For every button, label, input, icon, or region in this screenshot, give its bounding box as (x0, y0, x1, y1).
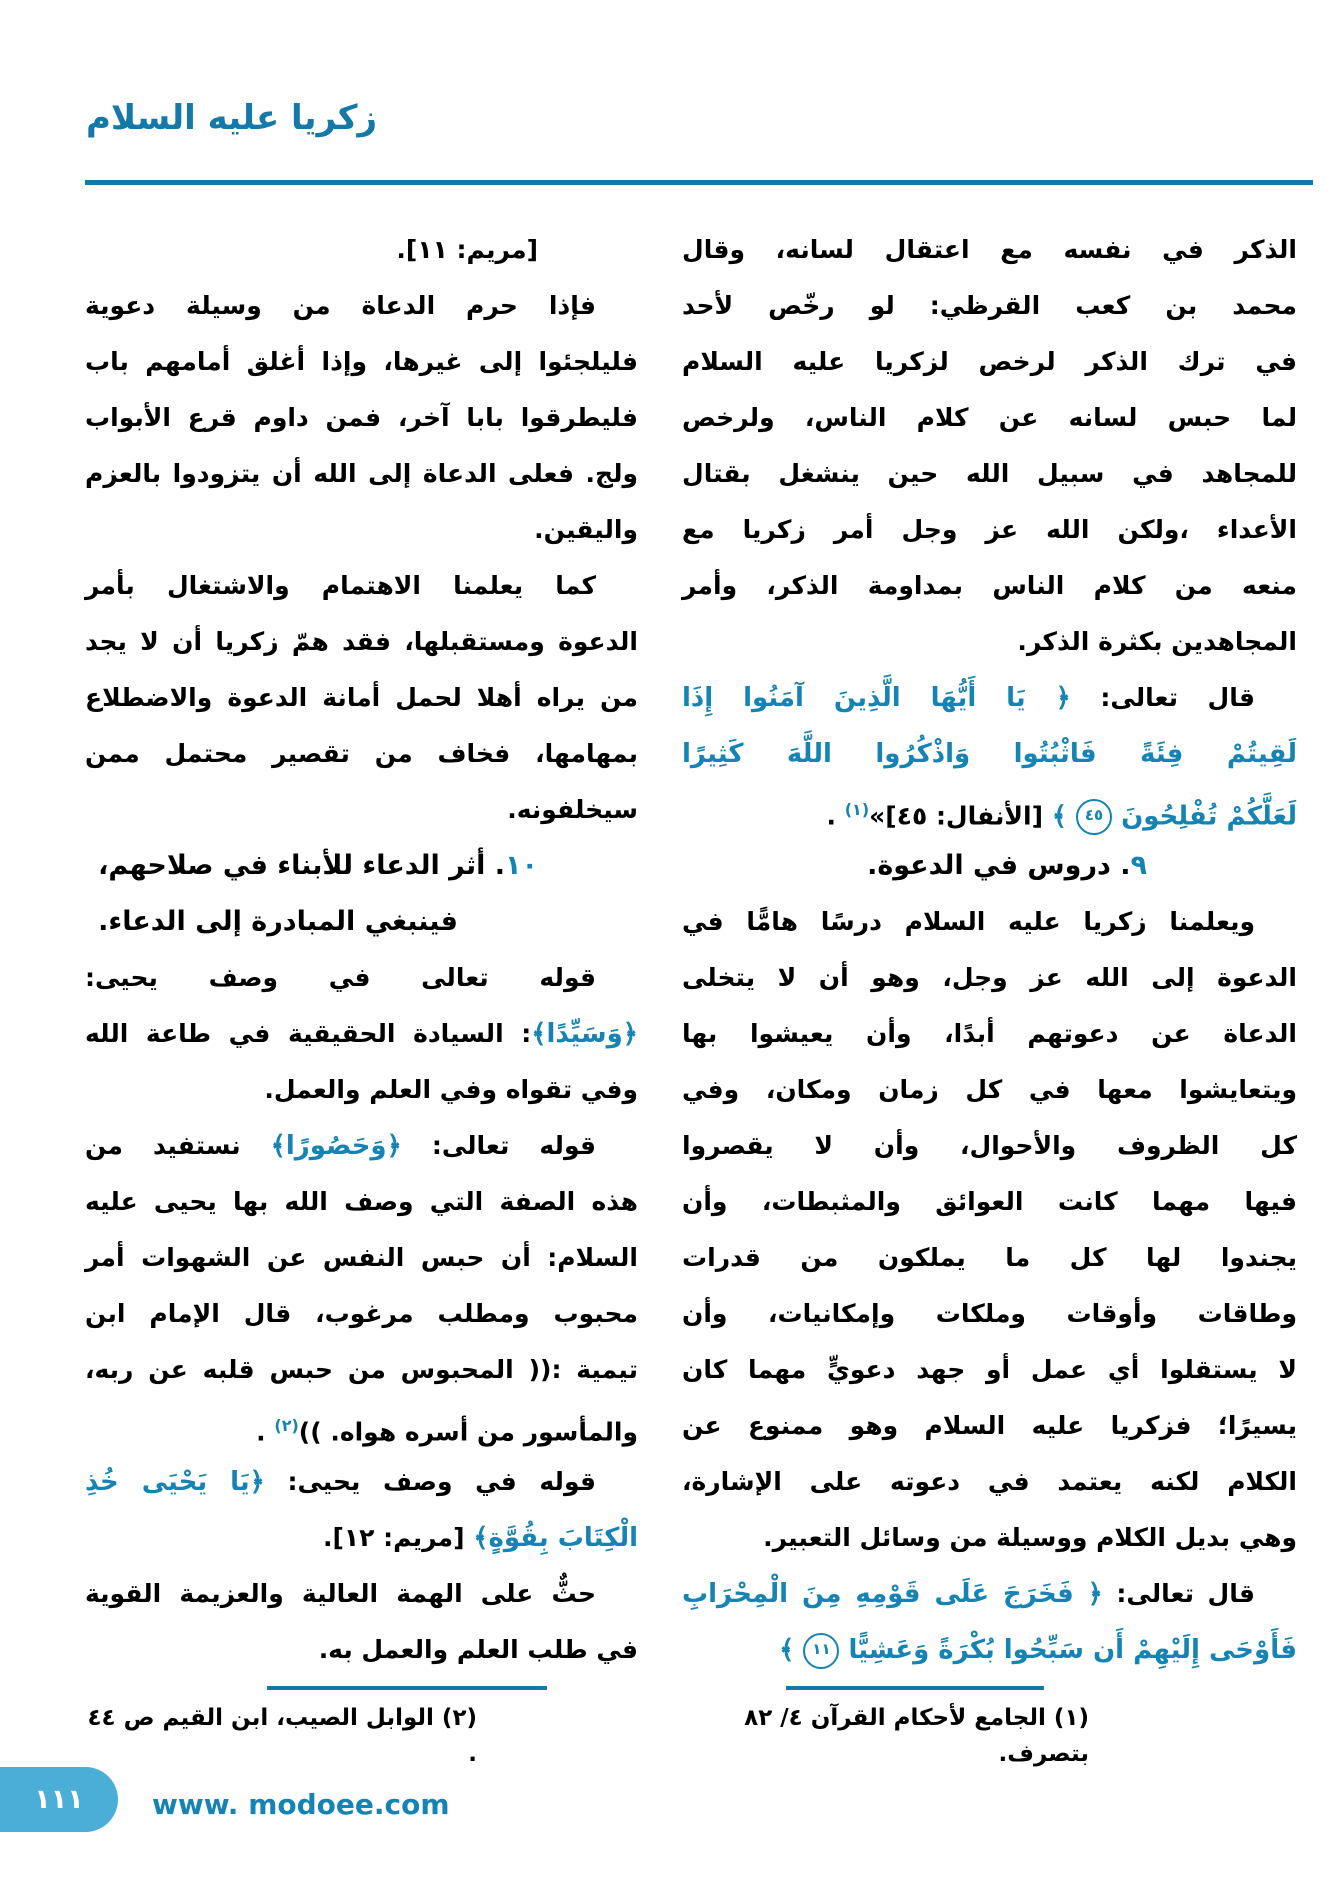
footnote-reference: (١) (844, 800, 870, 819)
text-line (682, 838, 1297, 894)
body-text: قال تعالى: (1070, 683, 1256, 712)
body-text: السلام: أن حبس النفس عن الشهوات أمر (85, 1243, 638, 1272)
quran-verse-text: ﴿ يَا أَيُّهَا الَّذِينَ آمَنُوا إِذَا (682, 683, 1071, 713)
body-text: سيخلفونه. (507, 795, 638, 824)
text-line (682, 1006, 1297, 1062)
body-text: الذكر في نفسه مع اعتقال لسانه، وقال (682, 235, 1297, 264)
body-text: الأعداء ،ولكن الله عز وجل أمر زكريا مع (682, 515, 1297, 544)
text-line (85, 334, 638, 390)
body-text: واليقين. (534, 515, 638, 544)
text-line (85, 670, 638, 726)
quran-verse-text: الْكِتَابَ بِقُوَّةٍ﴾ (473, 1523, 638, 1553)
body-text: قوله تعالى: (401, 1131, 596, 1160)
body-text: يسيرًا؛ فزكريا عليه السلام وهو ممنوع عن (682, 1411, 1297, 1440)
body-text: وطاقات وأوقات وملكات وإمكانيات، وأن (682, 1299, 1297, 1328)
body-text: من يراه أهلا لحمل أمانة الدعوة والاضطلاع (85, 683, 638, 712)
text-line (85, 1454, 638, 1510)
quran-verse-text: لَقِيتُمْ فِئَةً فَاثْبُتُوا وَاذْكُرُوا اللَّهَ كَثِيرًا (682, 739, 1297, 769)
body-text: نستفيد من (85, 1131, 271, 1160)
footnote-reference: (٢) (274, 1416, 299, 1435)
body-text: [مريم: ١٢]. (322, 1523, 474, 1552)
body-text: فليطرقوا بابا آخر، فمن داوم قرع الأبواب (85, 403, 638, 432)
text-line (682, 614, 1297, 670)
body-text: [مريم: ١١]. (396, 235, 538, 264)
body-text: الكلام لكنه يعتمد في دعوته على الإشارة، (682, 1467, 1297, 1496)
body-text: . دروس في الدعوة. (867, 850, 1131, 881)
text-line (682, 1454, 1297, 1510)
ayah-number-medallion: ٤٥ (1076, 799, 1112, 835)
body-text: وفي تقواه وفي العلم والعمل. (264, 1075, 638, 1104)
body-text: محبوب ومطلب مرغوب، قال الإمام ابن (85, 1299, 638, 1328)
footnote-body: الجامع لأحكام القرآن ٤/ ٨٢ بتصرف. (744, 1705, 1089, 1767)
body-text: فيها مهما كانت العوائق والمثبطات، وأن (682, 1187, 1297, 1216)
body-text: حثٌّ على الهمة العالية والعزيمة القوية (85, 1579, 596, 1608)
text-line (85, 390, 638, 446)
text-line (682, 222, 1297, 278)
text-line (85, 1510, 638, 1566)
body-text: ويعلمنا زكريا عليه السلام درسًا هامًّا في (682, 907, 1255, 936)
text-line (85, 502, 638, 558)
footnote-body: الوابل الصيب، ابن القيم ص ٤٤ . (87, 1705, 477, 1767)
body-text: لا يستقلوا أي عمل أو جهد دعويٍّ مهما كان (682, 1355, 1297, 1384)
text-line (85, 726, 638, 782)
quran-verse-text: ﴿وَسَيِّدًا﴾ (531, 1019, 638, 1049)
footnote-marker: (٢) (441, 1705, 477, 1731)
text-line (682, 1342, 1297, 1398)
text-line (85, 894, 638, 950)
body-text: في ترك الذكر لرخص لزكريا عليه السلام (682, 347, 1297, 376)
body-text: منعه من كلام الناس بمداومة الذكر، وأمر (682, 571, 1297, 600)
body-text: وهي بديل الكلام ووسيلة من وسائل التعبير. (763, 1523, 1297, 1552)
text-line (682, 894, 1297, 950)
text-line (682, 1398, 1297, 1454)
text-line (682, 1230, 1297, 1286)
text-line (85, 1062, 638, 1118)
text-line (85, 1342, 638, 1398)
body-text: يجندوا لها كل ما يملكون من قدرات (682, 1243, 1297, 1272)
text-line (85, 222, 638, 278)
text-line (85, 1006, 638, 1062)
body-text: . (256, 1417, 275, 1447)
text-line (85, 446, 638, 502)
text-line (85, 1566, 638, 1622)
website-text: www. modoee.com (152, 1788, 450, 1821)
text-line (682, 446, 1297, 502)
text-line (85, 558, 638, 614)
body-text: والمأسور من أسره هواه. )) (298, 1417, 638, 1447)
text-line (682, 950, 1297, 1006)
quran-verse-text: فَأَوْحَى إِلَيْهِمْ أَن سَبِّحُوا بُكْرَةً وَعَشِيًّا (839, 1635, 1297, 1665)
text-line (682, 278, 1297, 334)
text-line (682, 726, 1297, 782)
text-line (682, 1174, 1297, 1230)
text-line (85, 950, 638, 1006)
text-line (682, 1566, 1297, 1622)
text-line (85, 614, 638, 670)
header-rule (85, 180, 1313, 185)
quran-verse-text: لَعَلَّكُمْ تُفْلِحُونَ (1112, 801, 1297, 832)
text-line (682, 502, 1297, 558)
body-text: قوله تعالى في وصف يحيى: (85, 963, 596, 992)
body-text: [الأنفال: ٤٥]» (869, 801, 1052, 831)
text-line (682, 334, 1297, 390)
quran-verse-text: ﴾ (779, 1635, 804, 1665)
body-text: . أثر الدعاء للأبناء في صلاحهم، (98, 850, 506, 881)
body-text: المجاهدين بكثرة الذكر. (1017, 627, 1297, 656)
body-text: الدعوة ومستقبلها، فقد همّ زكريا أن لا يجد (85, 627, 638, 656)
text-line (85, 1286, 638, 1342)
body-text: محمد بن كعب القرظي: لو رخّص لأحد (682, 291, 1297, 320)
text-line (682, 1286, 1297, 1342)
page-number-badge: ١١١ (0, 1767, 118, 1832)
footnote-right (659, 1686, 1089, 1772)
footnote-separator (786, 1686, 1044, 1690)
body-text: في طلب العلم والعمل به. (318, 1635, 638, 1664)
body-text: : السيادة الحقيقية في طاعة الله (85, 1019, 532, 1048)
footnote-left (85, 1686, 547, 1772)
text-column-left (85, 222, 638, 1678)
text-column-right (682, 222, 1297, 1678)
footnote-text (85, 1700, 547, 1772)
footnote-text (659, 1700, 1089, 1772)
text-line (682, 1622, 1297, 1678)
body-text: فليلجئوا إلى غيرها، وإذا أغلق أمامهم باب (85, 347, 638, 376)
text-line (85, 1622, 638, 1678)
body-text: فينبغي المبادرة إلى الدعاء. (98, 906, 458, 937)
text-line (85, 1118, 638, 1174)
text-line (85, 1398, 638, 1454)
quran-verse-text: ﴿وَحَصُورًا﴾ (270, 1131, 402, 1161)
text-line (85, 1174, 638, 1230)
body-text: الدعاة عن دعوتهم أبدًا، وأن يعيشوا بها (682, 1019, 1297, 1048)
body-text: قوله في وصف يحيى: (264, 1467, 596, 1496)
text-line (682, 558, 1297, 614)
body-text: تيمية :(( المحبوس من حبس قلبه عن ربه، (85, 1355, 638, 1384)
text-line (682, 390, 1297, 446)
body-text: كل الظروف والأحوال، وأن لا يقصروا (682, 1131, 1297, 1160)
body-text: هذه الصفة التي وصف الله بها يحيى عليه (85, 1187, 638, 1216)
body-text: فإذا حرم الدعاة من وسيلة دعوية (85, 291, 596, 320)
quran-verse-text: ﴿ فَخَرَجَ عَلَى قَوْمِهِ مِنَ الْمِحْرَابِ (682, 1579, 1103, 1609)
text-line (85, 278, 638, 334)
footnote-marker: (١) (1053, 1705, 1089, 1731)
section-number: ٩ (1130, 850, 1147, 881)
section-number: ١٠ (505, 850, 538, 881)
text-line (682, 1510, 1297, 1566)
body-text: ولج. فعلى الدعاة إلى الله أن يتزودوا بالعزم (85, 459, 638, 488)
text-line (682, 1118, 1297, 1174)
text-line (85, 838, 638, 894)
body-text: بمهامها، فخاف من تقصير محتمل ممن (85, 739, 638, 768)
ayah-number-medallion: ١١ (803, 1633, 839, 1669)
text-line (682, 1062, 1297, 1118)
text-line (85, 1230, 638, 1286)
body-text: ويتعايشوا معها في كل زمان ومكان، وفي (682, 1075, 1297, 1104)
body-text: الدعوة إلى الله عز وجل، وهو أن لا يتخلى (682, 963, 1297, 992)
body-text: قال تعالى: (1102, 1579, 1256, 1608)
footnote-separator (267, 1686, 547, 1690)
page-header-title: زكريا عليه السلام (86, 98, 378, 138)
body-text: كما يعلمنا الاهتمام والاشتغال بأمر (85, 571, 596, 600)
body-text: لما حبس لسانه عن كلام الناس، ولرخص (682, 403, 1297, 432)
text-line (85, 782, 638, 838)
body-text: . (826, 801, 845, 831)
quran-verse-text: ﴿يَا يَحْيَى خُذِ (85, 1467, 265, 1497)
quran-verse-text: ﴾ (1051, 801, 1077, 832)
text-line (682, 782, 1297, 838)
body-text: للمجاهد في سبيل الله حين ينشغل بقتال (682, 459, 1297, 488)
text-line (682, 670, 1297, 726)
